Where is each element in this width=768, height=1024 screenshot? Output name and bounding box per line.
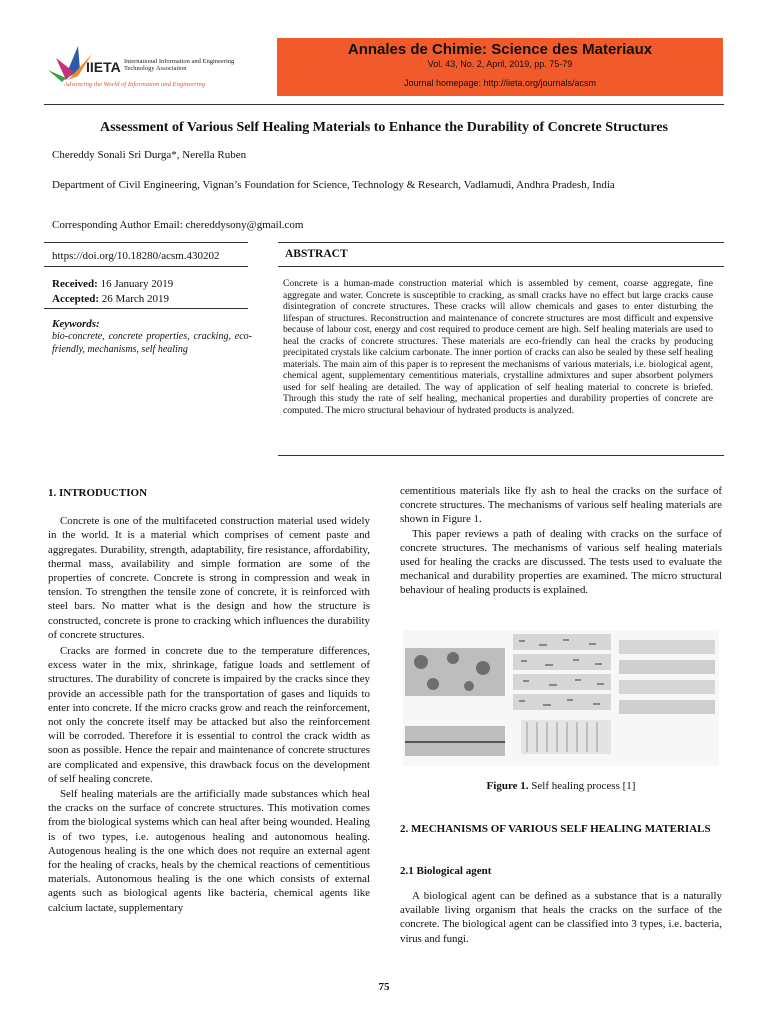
paragraph: Self healing materials are the artificially made substances which heal the cracks on the surface of concrete structures. This motivation comes from the biological systems which can heal after being wounded. Healing is of two types, i.e. autogenous healing and autonomous healing. Autogenous healing is the one which does not require an external agent for the healing of cracks, heals by the chemical reactions of cementitious materials. Autonomous healing is the one which consists of external agents such as biological agents like bacteria, chemical agents like calcium lactate, supplementary [48,788,370,914]
paragraph: cementitious materials like fly ash to heal the cracks on the surface of concrete structures. The mechanisms of various self healing materials are shown in Figure 1. [400,485,722,526]
paragraph: Cracks are formed in concrete due to the temperature differences, excess water in the mix, shrinkage, fatigue loads and settlement of structures. The durability of concrete is impaired by the cracks since they provide an accessible path for the transportation of gases and liquids to enter into concrete. If the micro cracks grow and reach the reinforcement, not only the concrete itself may be attacked but also the reinforcement will be corroded. Therefore it is essential to control the crack width as soon as possible. Hence the repair and maintenance of concrete structures are complicated and expensive, this drawback focus on the development of self healing concrete. [48,645,370,785]
section-2-1-text [400,889,722,946]
paragraph: A biological agent can be defined as a substance that is a naturally available living organism that heals the cracks on the surface of the concrete. The biological agent can be classified into 3 types, i.e. bacteria, virus and fungi. [400,890,722,945]
doi-link[interactable]: https://doi.org/10.18280/acsm.430202 [52,250,220,262]
section-1-heading: 1. INTRODUCTION [48,487,148,499]
received-date: 16 January 2019 [100,278,174,290]
journal-title: Annales de Chimie: Science des Materiaux [347,41,653,58]
figure-caption-text: Self healing process [1] [531,780,636,792]
logo-text: IIETA [86,59,121,75]
affiliation: Department of Civil Engineering, Vignan’s Foundation for Science, Technology & Research, Vadlamudi, Andhra Pradesh, India [52,179,615,191]
abstract-rule-top [278,242,724,243]
accepted-date: 26 March 2019 [101,293,170,305]
received-label: Received: [52,278,98,290]
abstract-rule-bottom [278,455,724,456]
right-column-top [400,484,722,598]
page-number: 75 [378,981,390,993]
figure-1-image [403,630,719,766]
section-2-1-heading: 2.1 Biological agent [400,865,492,877]
paragraph: This paper reviews a path of dealing with cracks on the surface of concrete structures. The mechanisms of various self healing materials used for healing the cracks are discussed. The tests used to evaluate the mechanical and durability properties are examined. The micro structural behaviour of healing products is explained. [400,527,722,597]
figure-1-caption [400,780,722,792]
authors: Chereddy Sonali Sri Durga*, Nerella Ruben [52,149,247,161]
header-divider [44,104,724,105]
doi-rule-bottom [44,266,248,267]
abstract-heading: ABSTRACT [285,248,348,260]
journal-homepage-link[interactable]: Journal homepage: http://iieta.org/journals/acsm [403,78,597,88]
doi-rule [44,242,248,243]
dates-rule [44,308,248,309]
logo-slogan: Advancing the World of Information and Engineering [64,81,206,88]
abstract-rule-mid [278,266,724,267]
abstract-text: Concrete is a human-made construction material which is assembled by cement, coarse aggregate, fine aggregate and water. Concrete is susceptible to cracking, as small cracks have no effect but large cracks cause disintegration of concrete structures. These cracks will allow chemicals and gases to enter disturbing the lifespan of structures. Reconstruction and maintenance of concrete structures are most difficult and expensive because of labour cost, energy and cost required to produce cement are high. Self healing materials are used to heal the cracks of concrete structures. These materials are eco-friendly can heal the cracks by producing precipitated crystals like calcium carbonate. The inner portion of cracks can also be sealed by these self healing materials. The main aim of this paper is to represent the mechanisms of various materials, i.e. biological agent, chemical agent, supplementary cementitious materials, crystalline admixtures and super absorbent polymers used for self healing are detailed. The way of application of self healing material to concrete is briefed. Through this study the rate of self healing, mechanical properties and durability properties of concrete are computed. The micro structural behaviour of hydrated products is analyzed. [283,278,713,417]
dates [52,277,173,307]
left-column [48,486,370,915]
accepted-label: Accepted: [52,293,100,305]
corresponding-author: Corresponding Author Email: chereddysony@gmail.com [52,219,304,231]
logo-organization: International Information and Engineering Technology Association [124,58,235,72]
figure-caption-label: Figure 1. [486,780,529,792]
paper-title: Assessment of Various Self Healing Materials to Enhance the Durability of Concrete Structures [100,120,668,135]
journal-volume: Vol. 43, No. 2, April, 2019, pp. 75-79 [427,59,573,69]
section-2-heading: 2. MECHANISMS OF VARIOUS SELF HEALING MATERIALS [400,823,711,835]
paragraph: Concrete is one of the multifaceted construction material used widely in the world. It is a material which comprises of cement paste and aggregates. Durability, strength, adaptability, fire resistance, affordability, thermal mass, availability and simple formation are some of the properties of concrete. Concrete is strong in compression and weak in tension. To strengthen the tensile zone of concrete, it is reinforced with steel bars. No matter what is the design and how the structure is constructed, concrete is prone to cracking which influences the durability of concrete structures. [48,515,370,641]
keywords-label: Keywords: [52,318,100,330]
keywords: bio-concrete, concrete properties, cracking, eco-friendly, mechanisms, self healing [52,331,252,355]
